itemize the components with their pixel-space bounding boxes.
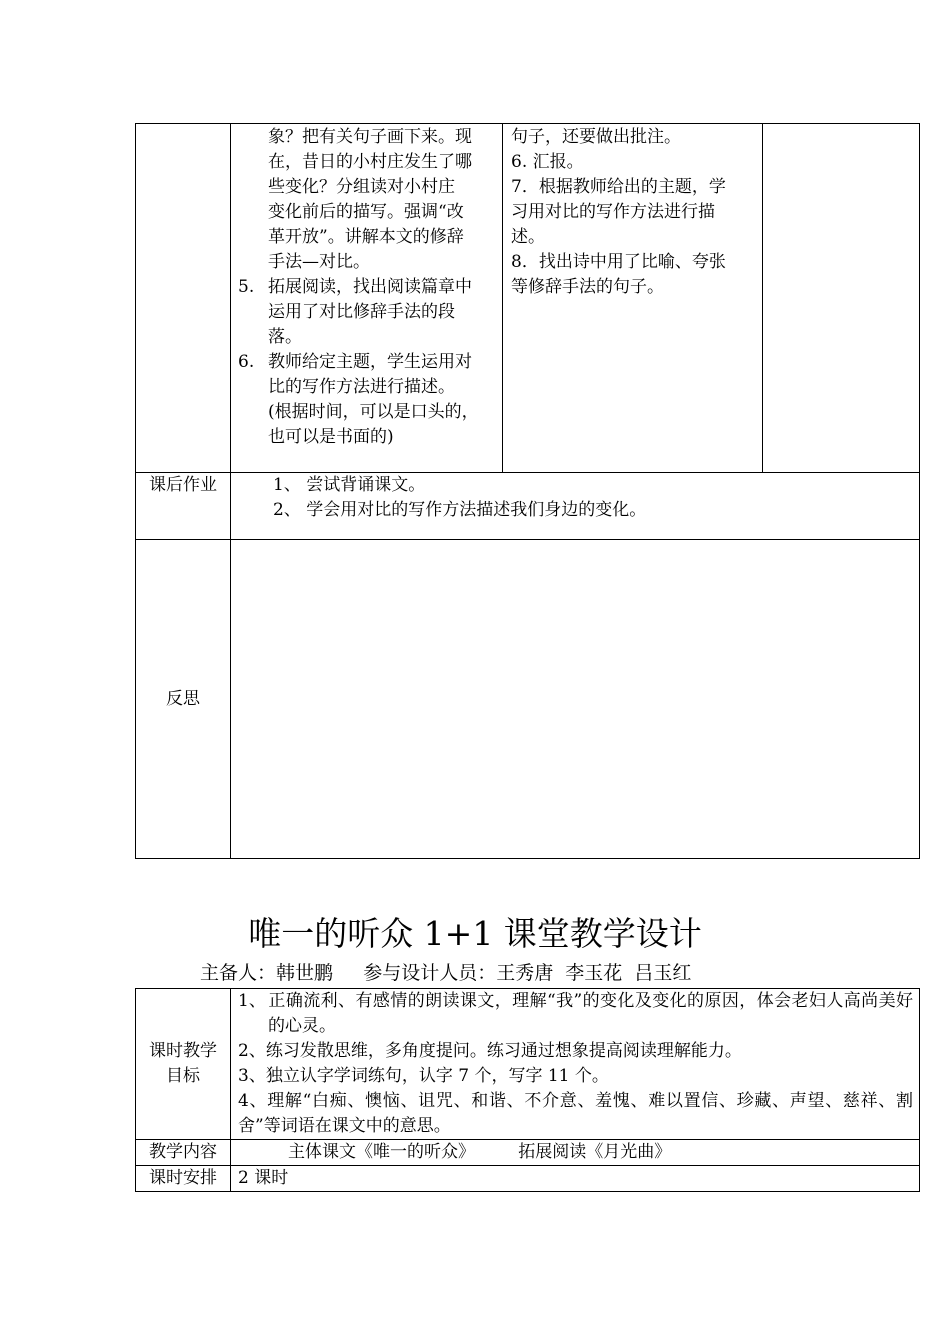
goals-label: 目标: [166, 1066, 200, 1086]
schedule-label-cell: [136, 1166, 231, 1192]
text-line: 革开放”。讲解本文的修辞: [268, 227, 464, 247]
text-line: 象？把有关句子画下来。现: [268, 127, 472, 147]
text-line: 比的写作方法进行描述。: [268, 377, 455, 397]
goal-text: 正确流利、有感情的朗读课文，理解“我”的变化及变化的原因，体会老妇人高尚美好的心灵。: [268, 991, 913, 1036]
empty-notes-cell: [763, 124, 920, 473]
homework-label-cell: [136, 473, 231, 540]
goal-item: [238, 1064, 913, 1089]
homework-label: 课后作业: [149, 475, 217, 495]
schedule-value: 2 课时: [238, 1168, 289, 1188]
student-activity-text: [503, 124, 762, 300]
item-number: 5.: [238, 277, 255, 297]
text-line: 手法—对比。: [268, 252, 370, 272]
table-row: [136, 473, 920, 540]
table-row: [136, 989, 920, 1140]
goal-number: 3、: [238, 1066, 266, 1086]
text-line: 落。: [268, 327, 302, 347]
goal-item: [238, 1039, 913, 1064]
reflection-label: 反思: [166, 688, 200, 709]
text-line: 句子，还要做出批注。: [511, 127, 681, 147]
teacher-activity-text: [231, 124, 502, 275]
goal-number: 1、: [238, 991, 266, 1011]
lesson-preparers: 主备人：韩世鹏 参与设计人员：王秀唐 李玉花 吕玉红: [200, 962, 692, 984]
homework-item: 1、 尝试背诵课文。: [273, 475, 426, 495]
goal-text: 理解“白痴、懊恼、诅咒、和谐、不介意、羞愧、难以置信、珍藏、声望、慈祥、割舍”等词语在课文中的意思。: [238, 1091, 913, 1136]
empty-label-cell: [136, 124, 231, 473]
list-item: [238, 350, 494, 450]
goal-text: 独立认字学词练句，认字 7 个，写字 11 个。: [265, 1066, 609, 1086]
text-line: 8．找出诗中用了比喻、夸张: [511, 252, 726, 272]
content-label: 教学内容: [149, 1142, 217, 1162]
numbered-list: [231, 275, 502, 450]
text-line: 运用了对比修辞手法的段: [268, 302, 455, 322]
text-line: 等修辞手法的句子。: [511, 277, 664, 297]
table-row: [136, 1140, 920, 1166]
item-number: 6.: [238, 352, 255, 372]
homework-item: 2、 学会用对比的写作方法描述我们身边的变化。: [273, 500, 647, 520]
content-value-cell: [231, 1140, 920, 1166]
content-value: 主体课文《唯一的听众》 拓展阅读《月光曲》: [288, 1142, 672, 1162]
text-line: 教师给定主题，学生运用对: [268, 352, 472, 372]
goals-label-cell: [136, 989, 231, 1140]
goal-number: 4、: [238, 1091, 268, 1111]
text-line: 述。: [511, 227, 545, 247]
goals-label: 课时教学: [149, 1041, 217, 1061]
lesson-plan-table-continued: [135, 123, 920, 859]
schedule-label: 课时安排: [149, 1168, 217, 1188]
lesson-design-table: [135, 988, 920, 1192]
text-line: 些变化？分组读对小村庄: [268, 177, 455, 197]
table-row: [136, 540, 920, 859]
content-label-cell: [136, 1140, 231, 1166]
table-row: [136, 1166, 920, 1192]
schedule-value-cell: [231, 1166, 920, 1192]
goals-content-cell: [231, 989, 920, 1140]
goal-item: [238, 989, 913, 1039]
goal-number: 2、: [238, 1041, 266, 1061]
goal-item: [238, 1089, 913, 1139]
homework-content-cell: [231, 473, 920, 540]
goal-text: 练习发散思维，多角度提问。练习通过想象提高阅读理解能力。: [265, 1041, 742, 1061]
list-item: [238, 275, 494, 350]
text-line: 拓展阅读，找出阅读篇章中: [268, 277, 472, 297]
lesson-title: 唯一的听众 1+1 课堂教学设计: [248, 914, 702, 953]
reflection-label-cell: [136, 540, 231, 859]
text-line: 7．根据教师给出的主题，学: [511, 177, 726, 197]
text-line: 习用对比的写作方法进行描: [511, 202, 715, 222]
teacher-activity-cell: [231, 124, 503, 473]
student-activity-cell: [503, 124, 763, 473]
text-line: 在，昔日的小村庄发生了哪: [268, 152, 472, 172]
text-line: 6. 汇报。: [511, 152, 584, 172]
goals-list: [231, 989, 919, 1139]
text-line: 也可以是书面的): [268, 427, 394, 447]
reflection-content-cell: [231, 540, 920, 859]
text-line: 变化前后的描写。强调“改: [268, 202, 464, 222]
table-row: [136, 124, 920, 473]
text-line: (根据时间，可以是口头的，: [268, 402, 479, 422]
